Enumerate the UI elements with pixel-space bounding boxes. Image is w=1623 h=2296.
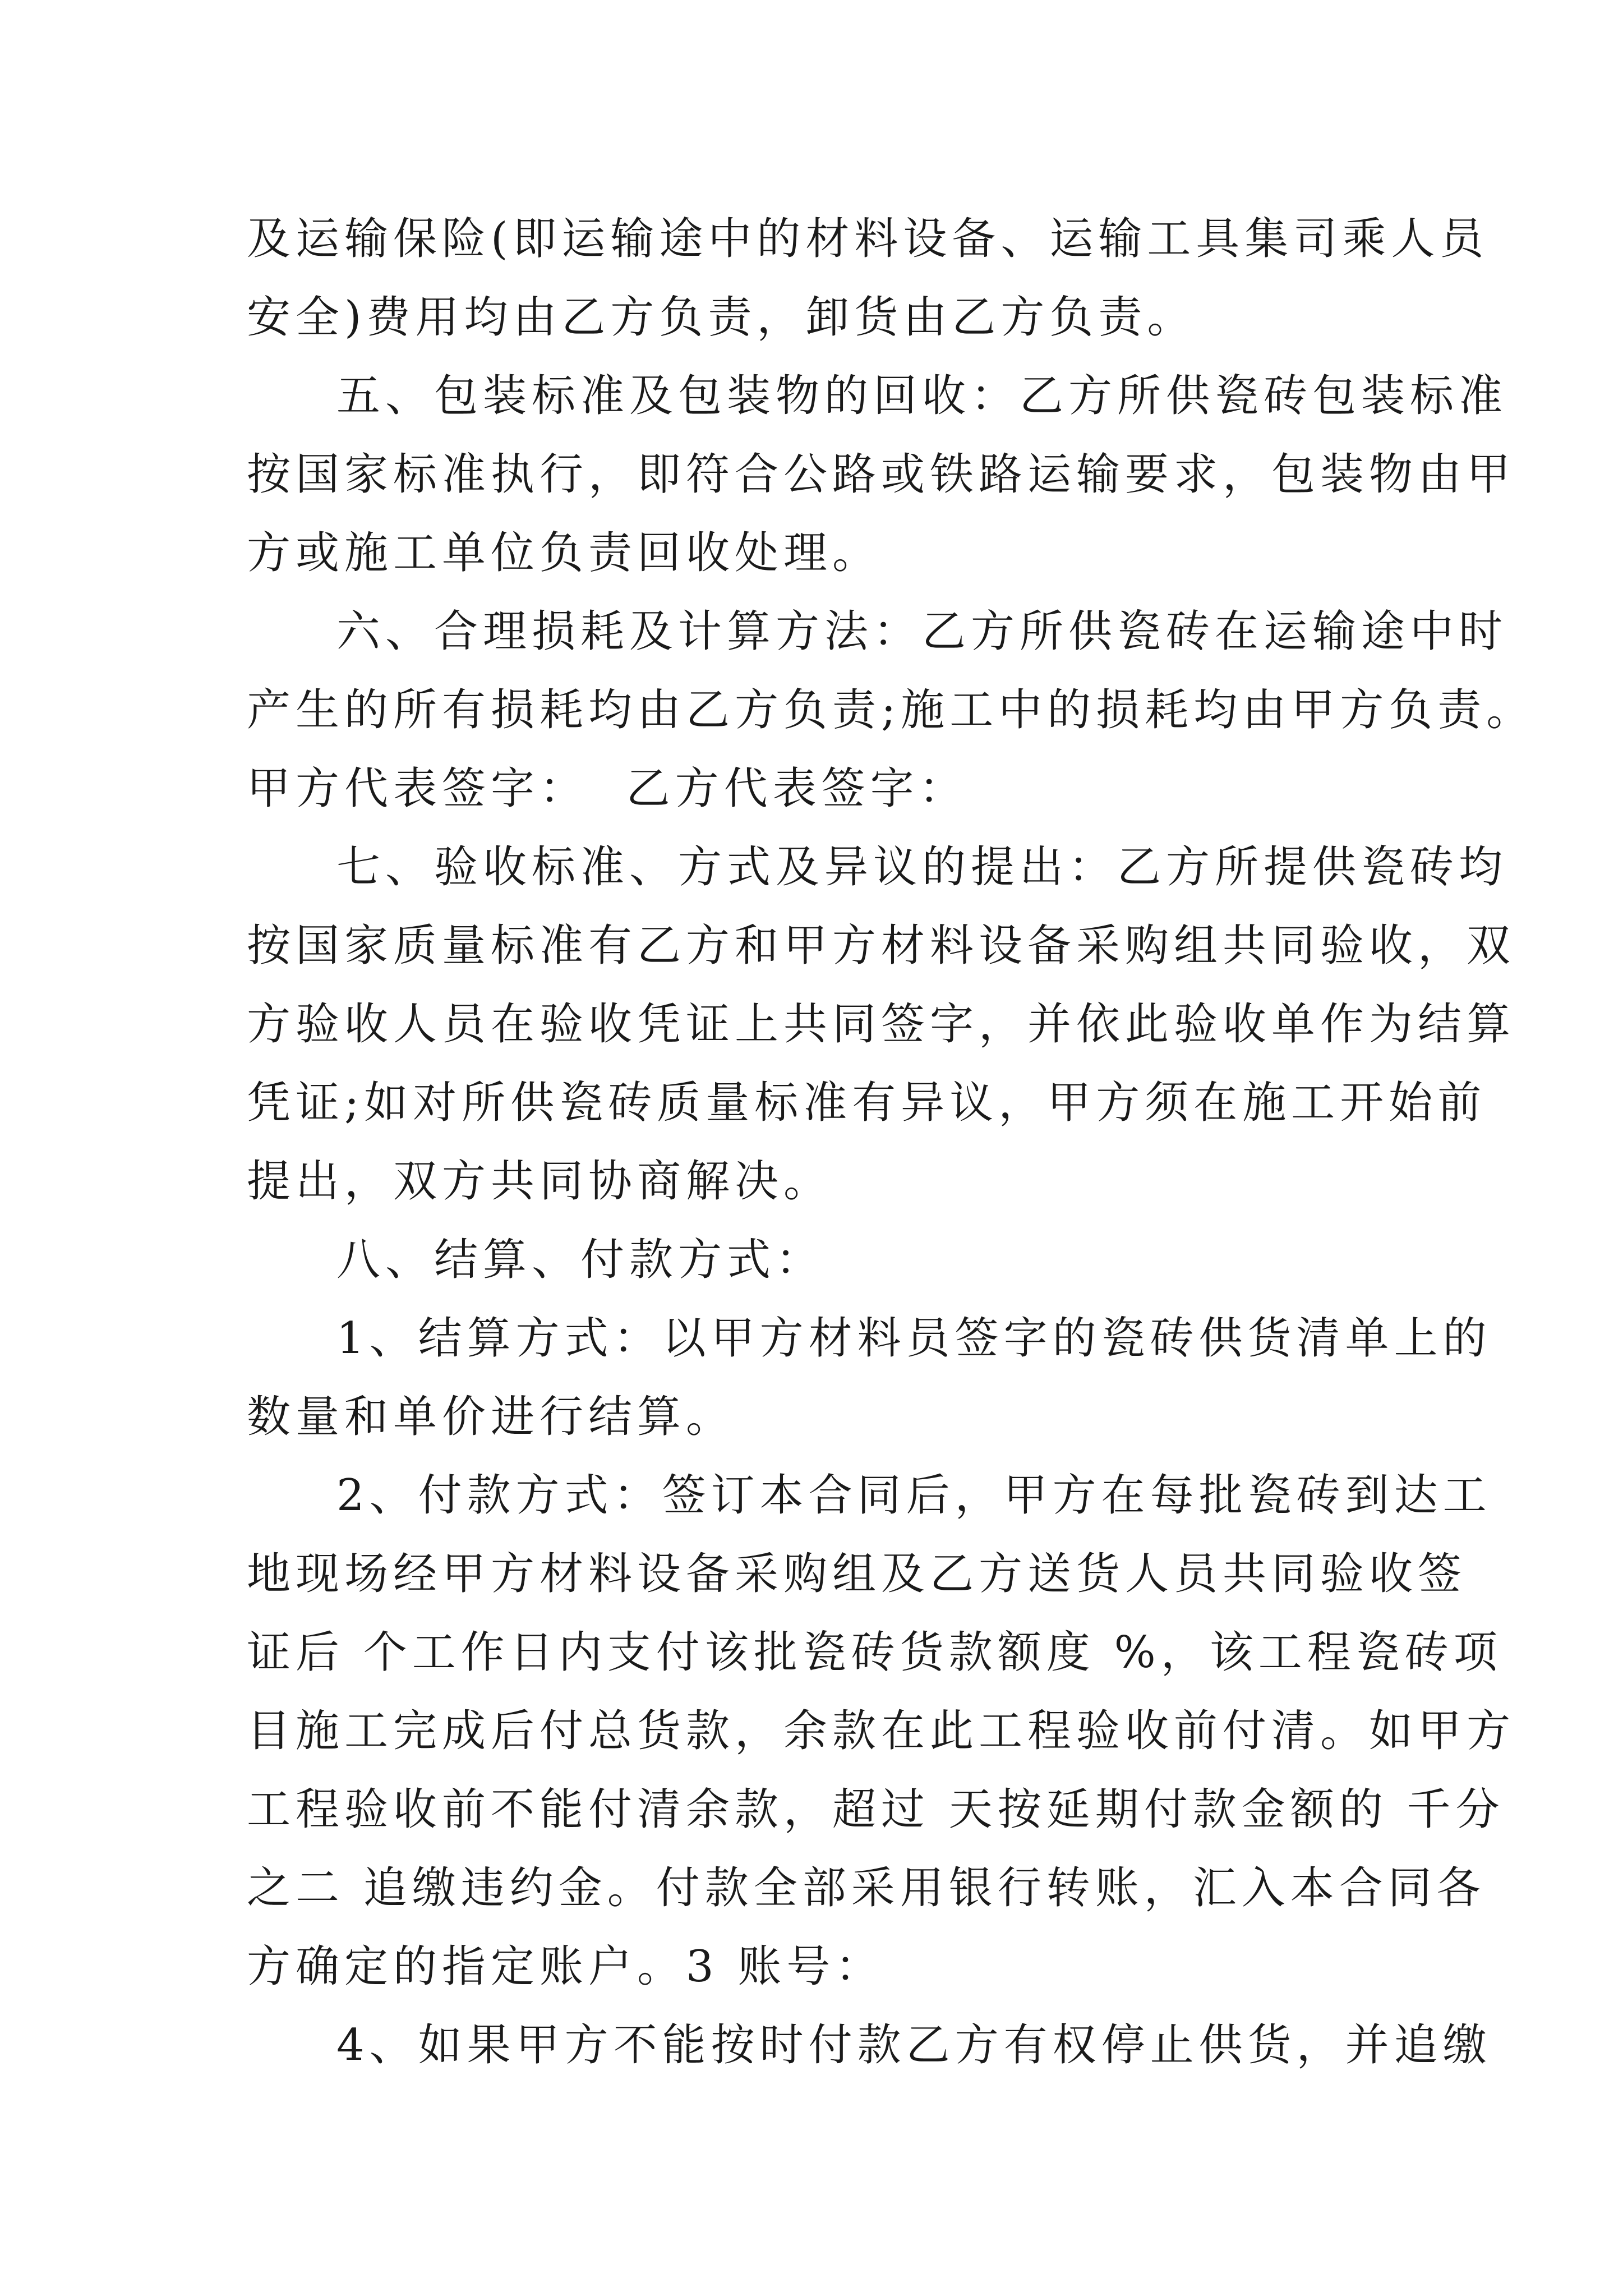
text-line: 数量和单价进行结算。: [247, 1392, 735, 1442]
text-line: 及运输保险(即运输途中的材料设备、运输工具集司乘人员: [247, 214, 1489, 264]
text-line: 安全)费用均由乙方负责，卸货由乙方负责。: [247, 292, 1196, 343]
section-heading-loss: 六、合理损耗及计算方法：乙方所供瓷砖在运输途中时: [336, 606, 1508, 657]
clause-payment-method: 2、付款方式：签订本合同后，甲方在每批瓷砖到达工: [336, 1470, 1492, 1521]
text-line: 按国家质量标准有乙方和甲方材料设备采购组共同验收，双: [247, 921, 1516, 971]
text-line: 目施工完成后付总货款，余款在此工程验收前付清。如甲方: [247, 1706, 1516, 1756]
text-line: 提出，双方共同协商解决。: [247, 1156, 833, 1207]
text-line: 之二 追缴违约金。付款全部采用银行转账，汇入本合同各: [247, 1863, 1486, 1913]
text-line: 地现场经甲方材料设备采购组及乙方送货人员共同验收签: [247, 1549, 1467, 1599]
clause-settlement: 1、结算方式：以甲方材料员签字的瓷砖供货清单上的: [336, 1313, 1492, 1364]
text-line: 工程验收前不能付清余款，超过 天按延期付款金额的 千分: [247, 1784, 1505, 1835]
text-line: 方验收人员在验收凭证上共同签字，并依此验收单作为结算: [247, 999, 1516, 1050]
section-heading-acceptance: 七、验收标准、方式及异议的提出：乙方所提供瓷砖均: [336, 842, 1508, 892]
text-line: 产生的所有损耗均由乙方负责;施工中的损耗均由甲方负责。: [247, 685, 1536, 735]
signature-line: 甲方代表签字： 乙方代表签字：: [247, 763, 968, 814]
clause-late-payment: 4、如果甲方不能按时付款乙方有权停止供货，并追缴: [336, 2020, 1492, 2070]
section-heading-packaging: 五、包装标准及包装物的回收：乙方所供瓷砖包装标准: [336, 371, 1508, 421]
text-line: 方确定的指定账户。3 账号：: [247, 1941, 884, 1992]
text-line: 凭证;如对所供瓷砖质量标准有异议，甲方须在施工开始前: [247, 1078, 1487, 1128]
section-heading-payment: 八、结算、付款方式：: [336, 1235, 825, 1285]
text-line: 按国家标准执行，即符合公路或铁路运输要求，包装物由甲: [247, 449, 1516, 500]
text-line: 方或施工单位负责回收处理。: [247, 528, 882, 578]
text-line: 证后 个工作日内支付该批瓷砖货款额度 %，该工程瓷砖项: [247, 1627, 1502, 1678]
